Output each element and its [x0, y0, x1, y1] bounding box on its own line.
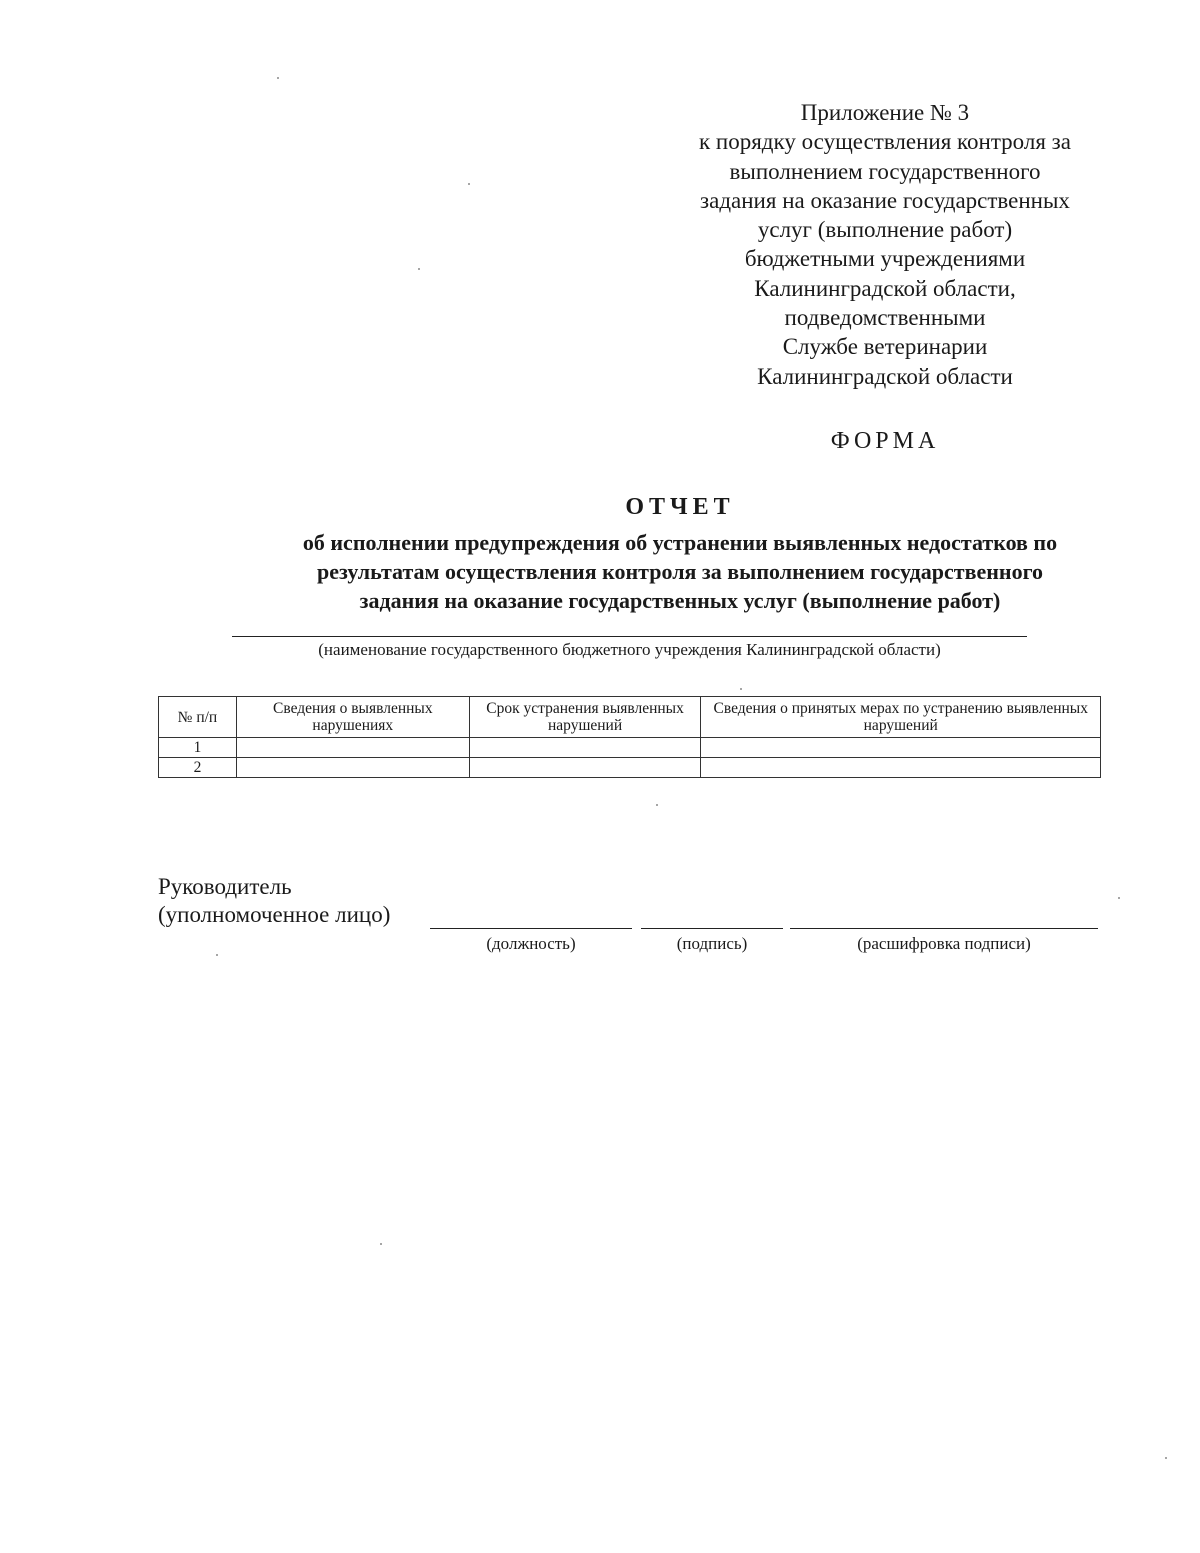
violations-cell[interactable] [236, 738, 469, 758]
report-subtitle-line: об исполнении предупреждения об устранении выявленных недостатков по [302, 530, 1058, 555]
scan-speck [656, 804, 658, 806]
appendix-line: услуг (выполнение работ) [757, 217, 1013, 243]
row-number: 1 [159, 738, 237, 758]
appendix-line: выполнением государственного [729, 158, 1041, 184]
deadline-cell[interactable] [469, 758, 701, 778]
appendix-line: к порядку осуществления контроля за [699, 129, 1071, 155]
signatory-role-detail: (уполномоченное лицо) [158, 902, 391, 927]
scan-speck [468, 183, 470, 185]
decoding-caption: (расшифровка подписи) [857, 934, 1031, 953]
scan-speck [216, 954, 218, 956]
report-subtitle-line: задания на оказание государственных услуг (выполнение работ) [359, 588, 1001, 613]
scan-speck [277, 77, 279, 79]
scan-speck [418, 268, 420, 270]
signature-decoding-field[interactable] [790, 928, 1098, 929]
appendix-line: задания на оказание государственных [700, 187, 1070, 213]
report-title: ОТЧЕТ [625, 494, 735, 520]
header-violations: Сведения о выявленных нарушениях [236, 697, 469, 738]
appendix-header [660, 98, 1110, 391]
position-caption: (должность) [486, 934, 576, 953]
scan-speck [740, 688, 742, 690]
signature-caption: (подпись) [676, 934, 748, 953]
appendix-line: Калининградской области, [754, 275, 1016, 301]
appendix-line: Службе ветеринарии [782, 334, 988, 360]
report-table [158, 696, 1101, 778]
row-number: 2 [159, 758, 237, 778]
signatory-role: Руководитель [158, 874, 292, 899]
signature-field[interactable] [641, 928, 783, 929]
appendix-line: Калининградской области [757, 363, 1013, 389]
table-row [159, 738, 1101, 758]
measures-cell[interactable] [701, 758, 1101, 778]
scan-speck [380, 1243, 382, 1245]
position-field[interactable] [430, 928, 632, 929]
scan-speck [1165, 1457, 1167, 1459]
signature-captions [158, 932, 1118, 956]
signature-block [158, 872, 1118, 956]
header-measures: Сведения о принятых мерах по устранению выявленных нарушений [701, 697, 1101, 738]
scan-speck [1118, 897, 1120, 899]
deadline-cell[interactable] [469, 738, 701, 758]
table-header-row [159, 697, 1101, 738]
institution-name-caption: (наименование государственного бюджетного учреждения Калининградской области) [318, 640, 941, 659]
appendix-line: бюджетными учреждениями [744, 246, 1026, 272]
report-subtitle [150, 528, 1200, 615]
form-label: ФОРМА [830, 428, 940, 454]
violations-cell[interactable] [236, 758, 469, 778]
table-row [159, 758, 1101, 778]
signature-row [158, 902, 1118, 932]
header-deadline: Срок устранения выявленных нарушений [469, 697, 701, 738]
report-subtitle-line: результатам осуществления контроля за выполнением государственного [316, 559, 1044, 584]
appendix-line: Приложение № 3 [800, 100, 970, 125]
institution-name-field[interactable] [232, 636, 1027, 637]
appendix-line: подведомственными [784, 305, 986, 331]
measures-cell[interactable] [701, 738, 1101, 758]
header-number: № п/п [159, 697, 237, 738]
